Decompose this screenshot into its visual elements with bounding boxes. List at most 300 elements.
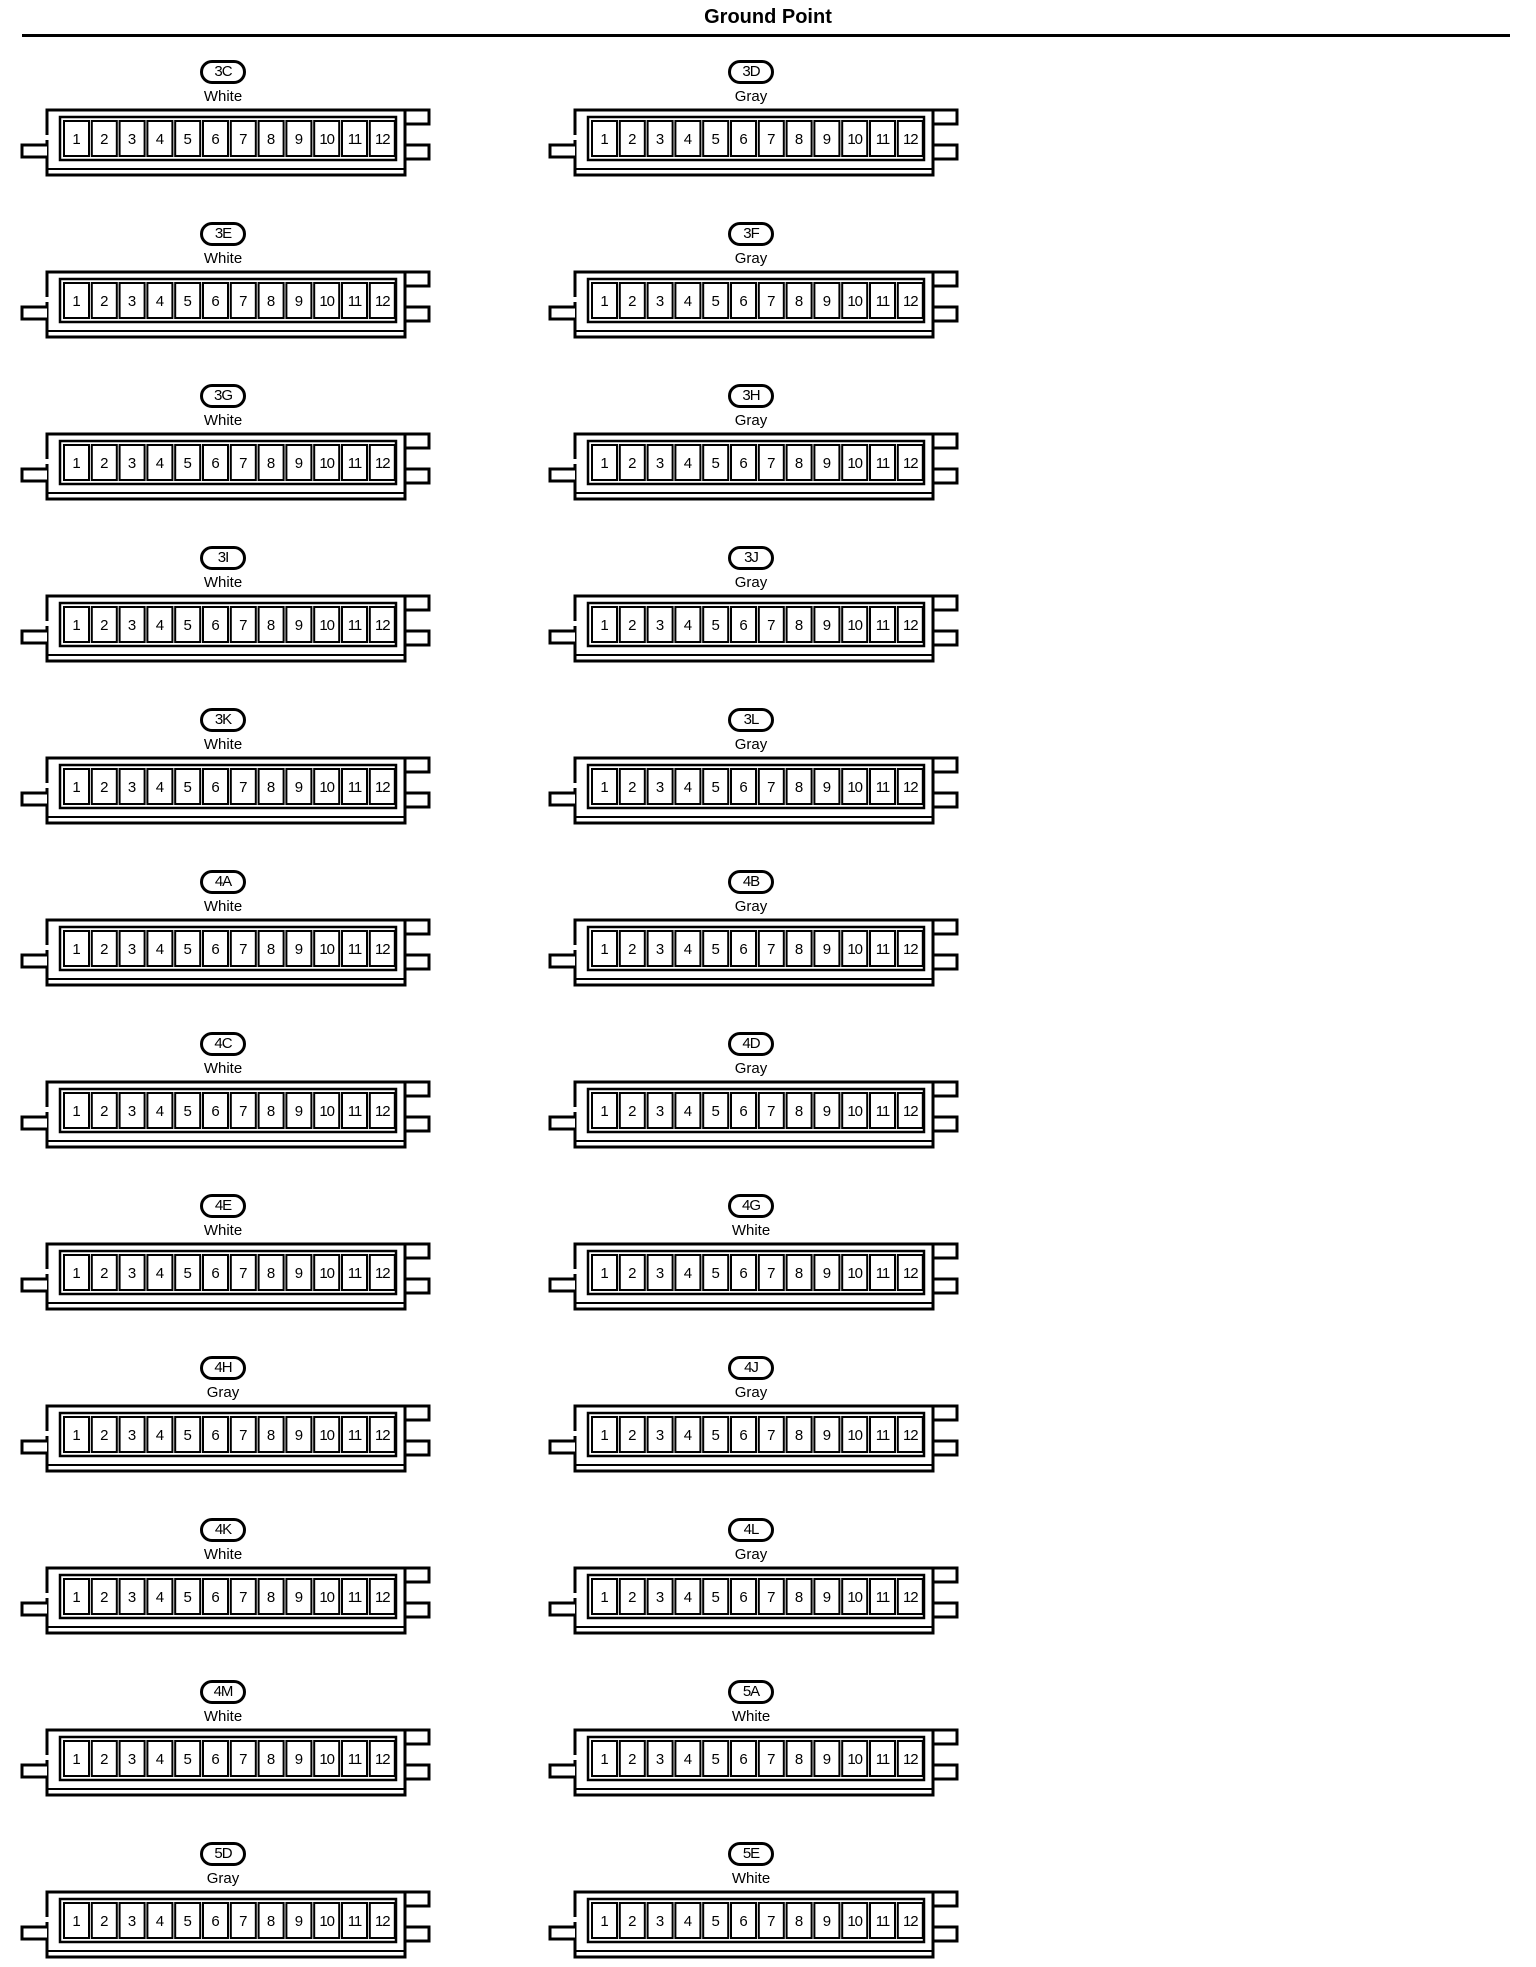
pin-number: 1 — [600, 1589, 609, 1606]
pin-number: 1 — [72, 1913, 81, 1930]
connector-id-badge: 4B — [728, 870, 774, 894]
pin-number: 12 — [902, 941, 918, 958]
pin-number: 11 — [875, 779, 890, 796]
connector-tab-top — [405, 758, 429, 772]
pin-number: 8 — [794, 1913, 804, 1930]
connector-tab-bottom — [405, 1765, 429, 1779]
connector-4l — [550, 1518, 970, 1643]
pin-number: 10 — [319, 1265, 335, 1282]
connector-3k — [22, 708, 442, 833]
connector-latch — [22, 1603, 47, 1615]
connector-tab-bottom — [405, 1927, 429, 1941]
connector-id-badge: 5A — [728, 1680, 774, 1704]
connector-id-badge: 4L — [728, 1518, 774, 1542]
connector-tab-top — [933, 1568, 957, 1582]
connector-tab-bottom — [933, 145, 957, 159]
pin-number: 8 — [266, 1427, 276, 1444]
pin-number: 6 — [211, 779, 220, 796]
pin-number: 10 — [847, 1589, 863, 1606]
connector-tab-top — [405, 1406, 429, 1420]
pin-number: 10 — [319, 1103, 335, 1120]
connector-color-label: White — [731, 1708, 771, 1725]
pin-number: 7 — [239, 1913, 248, 1930]
pin-number: 7 — [239, 779, 248, 796]
pin-number: 8 — [794, 1103, 804, 1120]
pin-number: 8 — [266, 1589, 276, 1606]
pin-number: 3 — [127, 131, 137, 148]
pin-number: 3 — [127, 455, 137, 472]
connector-3e — [22, 222, 442, 347]
pin-number: 1 — [600, 779, 609, 796]
connector-color-label: Gray — [206, 1384, 240, 1401]
pin-number: 6 — [739, 941, 748, 958]
pin-number: 3 — [655, 617, 665, 634]
connector-body — [22, 753, 432, 833]
connector-body — [22, 1563, 432, 1643]
connector-latch — [22, 793, 47, 805]
pin-number: 7 — [767, 1751, 776, 1768]
pin-number: 8 — [266, 131, 276, 148]
pin-number: 9 — [294, 617, 304, 634]
pin-number: 5 — [711, 1265, 720, 1282]
pin-number: 4 — [683, 293, 693, 310]
pin-number: 11 — [347, 941, 362, 958]
connector-latch — [22, 469, 47, 481]
pin-number: 10 — [847, 131, 863, 148]
connector-tab-bottom — [405, 307, 429, 321]
pin-number: 8 — [794, 941, 804, 958]
pin-number: 8 — [266, 1265, 276, 1282]
connector-id-badge: 5E — [728, 1842, 774, 1866]
pin-number: 9 — [294, 1751, 304, 1768]
pin-number: 11 — [347, 131, 362, 148]
connector-latch — [22, 1117, 47, 1129]
connector-tab-top — [933, 434, 957, 448]
pin-number: 1 — [600, 293, 609, 310]
pin-number: 3 — [127, 1913, 137, 1930]
pin-number: 6 — [211, 1913, 220, 1930]
pin-number: 12 — [902, 1427, 918, 1444]
pin-number: 5 — [183, 1103, 192, 1120]
connector-tab-bottom — [405, 145, 429, 159]
pin-number: 7 — [767, 1103, 776, 1120]
pin-number: 1 — [72, 1103, 81, 1120]
pin-number: 1 — [72, 455, 81, 472]
connector-body — [550, 591, 960, 671]
pin-number: 1 — [600, 617, 609, 634]
pin-number: 3 — [655, 293, 665, 310]
connector-latch — [22, 1765, 47, 1777]
pin-number: 1 — [72, 1265, 81, 1282]
connector-body — [22, 1887, 432, 1967]
pin-number: 9 — [822, 131, 832, 148]
connector-4m — [22, 1680, 442, 1805]
connector-color-label: White — [203, 1060, 243, 1077]
connector-tab-top — [933, 596, 957, 610]
pin-number: 3 — [127, 779, 137, 796]
pin-number: 8 — [794, 779, 804, 796]
pin-number: 7 — [239, 293, 248, 310]
pin-number: 8 — [794, 1427, 804, 1444]
connector-latch — [550, 1765, 575, 1777]
connector-id-badge: 4D — [728, 1032, 774, 1056]
pin-number: 8 — [794, 1265, 804, 1282]
pin-number: 3 — [127, 1589, 137, 1606]
connector-color-label: White — [203, 1222, 243, 1239]
pin-number: 5 — [183, 1913, 192, 1930]
connector-4g — [550, 1194, 970, 1319]
pin-number: 2 — [100, 293, 109, 310]
connector-id-badge: 4K — [200, 1518, 246, 1542]
connector-tab-bottom — [405, 631, 429, 645]
connector-color-label: White — [203, 1546, 243, 1563]
connector-color-label: White — [203, 412, 243, 429]
pin-number: 10 — [847, 1751, 863, 1768]
pin-number: 9 — [822, 779, 832, 796]
pin-number: 6 — [211, 1265, 220, 1282]
pin-number: 5 — [711, 941, 720, 958]
connector-id-badge: 4J — [728, 1356, 774, 1380]
connector-id-badge: 3L — [728, 708, 774, 732]
pin-number: 3 — [127, 1265, 137, 1282]
pin-number: 2 — [100, 779, 109, 796]
pin-number: 3 — [127, 1751, 137, 1768]
connector-body — [22, 267, 432, 347]
connector-4b — [550, 870, 970, 995]
pin-number: 8 — [266, 293, 276, 310]
pin-number: 12 — [902, 1589, 918, 1606]
pin-number: 6 — [211, 1589, 220, 1606]
connector-body — [550, 1077, 960, 1157]
connector-latch — [550, 1441, 575, 1453]
pin-number: 5 — [183, 941, 192, 958]
connector-tab-bottom — [405, 469, 429, 483]
connector-body — [22, 429, 432, 509]
connector-tab-bottom — [933, 955, 957, 969]
pin-number: 7 — [767, 1589, 776, 1606]
pin-number: 4 — [683, 1103, 693, 1120]
pin-number: 1 — [72, 779, 81, 796]
pin-number: 4 — [155, 1913, 165, 1930]
pin-number: 3 — [655, 941, 665, 958]
pin-number: 2 — [628, 779, 637, 796]
pin-number: 1 — [72, 941, 81, 958]
connector-5a — [550, 1680, 970, 1805]
pin-number: 2 — [100, 455, 109, 472]
pin-number: 2 — [628, 617, 637, 634]
pin-number: 2 — [628, 293, 637, 310]
pin-number: 12 — [902, 131, 918, 148]
pin-number: 8 — [794, 1751, 804, 1768]
connector-tab-top — [933, 1892, 957, 1906]
pin-number: 4 — [155, 779, 165, 796]
pin-number: 1 — [72, 1427, 81, 1444]
connector-body — [22, 1725, 432, 1805]
pin-number: 5 — [183, 1589, 192, 1606]
connector-color-label: White — [203, 250, 243, 267]
pin-number: 7 — [767, 1427, 776, 1444]
connector-3i — [22, 546, 442, 671]
connector-color-label: Gray — [734, 736, 768, 753]
connector-4j — [550, 1356, 970, 1481]
pin-number: 11 — [347, 455, 362, 472]
connector-color-label: White — [203, 736, 243, 753]
pin-number: 7 — [767, 131, 776, 148]
connector-tab-top — [933, 272, 957, 286]
connector-body — [550, 753, 960, 833]
connector-3c — [22, 60, 442, 185]
connector-tab-bottom — [933, 1603, 957, 1617]
connector-tab-bottom — [933, 631, 957, 645]
connector-3d — [550, 60, 970, 185]
pin-number: 12 — [374, 941, 390, 958]
pin-number: 11 — [347, 1913, 362, 1930]
pin-number: 5 — [183, 617, 192, 634]
connector-tab-bottom — [405, 955, 429, 969]
pin-number: 1 — [600, 1265, 609, 1282]
pin-number: 11 — [347, 1751, 362, 1768]
pin-number: 8 — [266, 1913, 276, 1930]
pin-number: 4 — [155, 1589, 165, 1606]
pin-number: 9 — [822, 1589, 832, 1606]
pin-number: 6 — [739, 617, 748, 634]
pin-number: 12 — [902, 455, 918, 472]
connector-tab-bottom — [405, 1603, 429, 1617]
connector-3h — [550, 384, 970, 509]
pin-number: 7 — [767, 941, 776, 958]
pin-number: 2 — [628, 1103, 637, 1120]
connector-body — [22, 591, 432, 671]
pin-number: 7 — [767, 1913, 776, 1930]
pin-number: 8 — [794, 455, 804, 472]
pin-number: 10 — [847, 941, 863, 958]
pin-number: 10 — [319, 131, 335, 148]
connector-tab-bottom — [933, 307, 957, 321]
pin-number: 3 — [127, 1103, 137, 1120]
pin-number: 12 — [374, 1751, 390, 1768]
pin-number: 12 — [902, 1751, 918, 1768]
pin-number: 1 — [600, 455, 609, 472]
pin-number: 9 — [822, 1913, 832, 1930]
pin-number: 2 — [100, 1913, 109, 1930]
connector-4e — [22, 1194, 442, 1319]
pin-number: 1 — [600, 941, 609, 958]
pin-number: 12 — [374, 617, 390, 634]
connector-tab-top — [405, 1568, 429, 1582]
pin-number: 1 — [600, 1913, 609, 1930]
connector-body — [550, 1725, 960, 1805]
pin-number: 11 — [875, 1589, 890, 1606]
pin-number: 10 — [847, 1427, 863, 1444]
pin-number: 5 — [183, 131, 192, 148]
pin-number: 9 — [294, 1265, 304, 1282]
pin-number: 7 — [767, 455, 776, 472]
connector-id-badge: 3C — [200, 60, 246, 84]
connector-tab-top — [405, 1730, 429, 1744]
pin-number: 4 — [155, 1751, 165, 1768]
pin-number: 4 — [683, 617, 693, 634]
pin-number: 11 — [347, 1589, 362, 1606]
pin-number: 8 — [794, 617, 804, 634]
pin-number: 3 — [655, 779, 665, 796]
connector-id-badge: 4M — [200, 1680, 246, 1704]
connector-id-badge: 3J — [728, 546, 774, 570]
pin-number: 1 — [72, 1751, 81, 1768]
connector-3l — [550, 708, 970, 833]
pin-number: 12 — [902, 1265, 918, 1282]
connector-color-label: Gray — [734, 1060, 768, 1077]
connector-color-label: Gray — [734, 1546, 768, 1563]
pin-number: 8 — [266, 941, 276, 958]
pin-number: 8 — [266, 1103, 276, 1120]
connector-latch — [550, 1927, 575, 1939]
connector-tab-top — [405, 1892, 429, 1906]
pin-number: 12 — [374, 455, 390, 472]
pin-number: 6 — [739, 1103, 748, 1120]
pin-number: 5 — [711, 131, 720, 148]
connector-3j — [550, 546, 970, 671]
pin-number: 5 — [183, 1265, 192, 1282]
pin-number: 3 — [127, 1427, 137, 1444]
pin-number: 9 — [822, 1265, 832, 1282]
connector-latch — [22, 631, 47, 643]
pin-number: 3 — [127, 617, 137, 634]
pin-number: 3 — [127, 293, 137, 310]
pin-number: 9 — [294, 941, 304, 958]
pin-number: 2 — [100, 617, 109, 634]
pin-number: 10 — [319, 617, 335, 634]
pin-number: 12 — [374, 1427, 390, 1444]
pin-number: 4 — [683, 1589, 693, 1606]
pin-number: 4 — [155, 1265, 165, 1282]
pin-number: 3 — [655, 455, 665, 472]
pin-number: 5 — [711, 617, 720, 634]
pin-number: 12 — [902, 1913, 918, 1930]
pin-number: 6 — [211, 131, 220, 148]
pin-number: 6 — [739, 1589, 748, 1606]
connector-id-badge: 5D — [200, 1842, 246, 1866]
connector-tab-bottom — [405, 1117, 429, 1131]
pin-number: 11 — [875, 293, 890, 310]
pin-number: 1 — [72, 131, 81, 148]
connector-body — [550, 267, 960, 347]
pin-number: 11 — [347, 1427, 362, 1444]
connector-color-label: White — [203, 1708, 243, 1725]
pin-number: 3 — [655, 1265, 665, 1282]
pin-number: 5 — [711, 779, 720, 796]
pin-number: 5 — [711, 1913, 720, 1930]
pin-number: 5 — [711, 1103, 720, 1120]
pin-number: 12 — [374, 1265, 390, 1282]
connector-latch — [550, 631, 575, 643]
pin-number: 9 — [294, 1589, 304, 1606]
pin-number: 9 — [294, 1913, 304, 1930]
connector-body — [550, 1401, 960, 1481]
connector-latch — [550, 145, 575, 157]
page-title: Ground Point — [704, 6, 832, 28]
pin-number: 11 — [347, 1103, 362, 1120]
connector-5d — [22, 1842, 442, 1967]
pin-number: 5 — [711, 293, 720, 310]
pin-number: 3 — [655, 1427, 665, 1444]
pin-number: 4 — [683, 1913, 693, 1930]
connector-body — [550, 429, 960, 509]
connector-color-label: Gray — [734, 1384, 768, 1401]
pin-number: 8 — [794, 131, 804, 148]
connector-id-badge: 3D — [728, 60, 774, 84]
pin-number: 11 — [875, 131, 890, 148]
pin-number: 7 — [239, 131, 248, 148]
connector-tab-bottom — [933, 793, 957, 807]
pin-number: 1 — [600, 1103, 609, 1120]
pin-number: 6 — [211, 941, 220, 958]
connector-id-badge: 4E — [200, 1194, 246, 1218]
pin-number: 5 — [711, 1751, 720, 1768]
pin-number: 4 — [155, 1103, 165, 1120]
pin-number: 3 — [655, 1589, 665, 1606]
connector-color-label: White — [731, 1222, 771, 1239]
pin-number: 6 — [211, 1103, 220, 1120]
pin-number: 10 — [319, 941, 335, 958]
pin-number: 6 — [739, 131, 748, 148]
connector-4a — [22, 870, 442, 995]
pin-number: 5 — [711, 1427, 720, 1444]
pin-number: 12 — [902, 1103, 918, 1120]
pin-number: 12 — [374, 1103, 390, 1120]
connector-4d — [550, 1032, 970, 1157]
pin-number: 7 — [767, 617, 776, 634]
connector-latch — [22, 145, 47, 157]
pin-number: 6 — [739, 455, 748, 472]
pin-number: 10 — [319, 1589, 335, 1606]
connector-id-badge: 3F — [728, 222, 774, 246]
pin-number: 10 — [319, 779, 335, 796]
connector-latch — [550, 793, 575, 805]
connector-latch — [22, 307, 47, 319]
connector-5e — [550, 1842, 970, 1967]
pin-number: 6 — [739, 779, 748, 796]
connector-4k — [22, 1518, 442, 1643]
pin-number: 1 — [72, 1589, 81, 1606]
pin-number: 2 — [100, 131, 109, 148]
connector-latch — [550, 307, 575, 319]
connector-3g — [22, 384, 442, 509]
pin-number: 10 — [319, 1427, 335, 1444]
pin-number: 9 — [822, 1103, 832, 1120]
pin-number: 2 — [628, 1589, 637, 1606]
pin-number: 10 — [847, 1913, 863, 1930]
pin-number: 1 — [600, 1427, 609, 1444]
pin-number: 11 — [875, 1103, 890, 1120]
pin-number: 9 — [294, 1103, 304, 1120]
connector-body — [22, 1401, 432, 1481]
pin-number: 5 — [711, 1589, 720, 1606]
pin-number: 5 — [183, 1427, 192, 1444]
pin-number: 4 — [155, 1427, 165, 1444]
pin-number: 3 — [655, 1751, 665, 1768]
connector-tab-bottom — [933, 1441, 957, 1455]
pin-number: 6 — [739, 1427, 748, 1444]
pin-number: 11 — [875, 1265, 890, 1282]
connector-tab-top — [405, 1082, 429, 1096]
pin-number: 1 — [600, 1751, 609, 1768]
connector-color-label: Gray — [734, 898, 768, 915]
pin-number: 2 — [628, 941, 637, 958]
connector-color-label: White — [731, 1870, 771, 1887]
pin-number: 3 — [655, 1913, 665, 1930]
pin-number: 12 — [902, 779, 918, 796]
pin-number: 9 — [294, 293, 304, 310]
